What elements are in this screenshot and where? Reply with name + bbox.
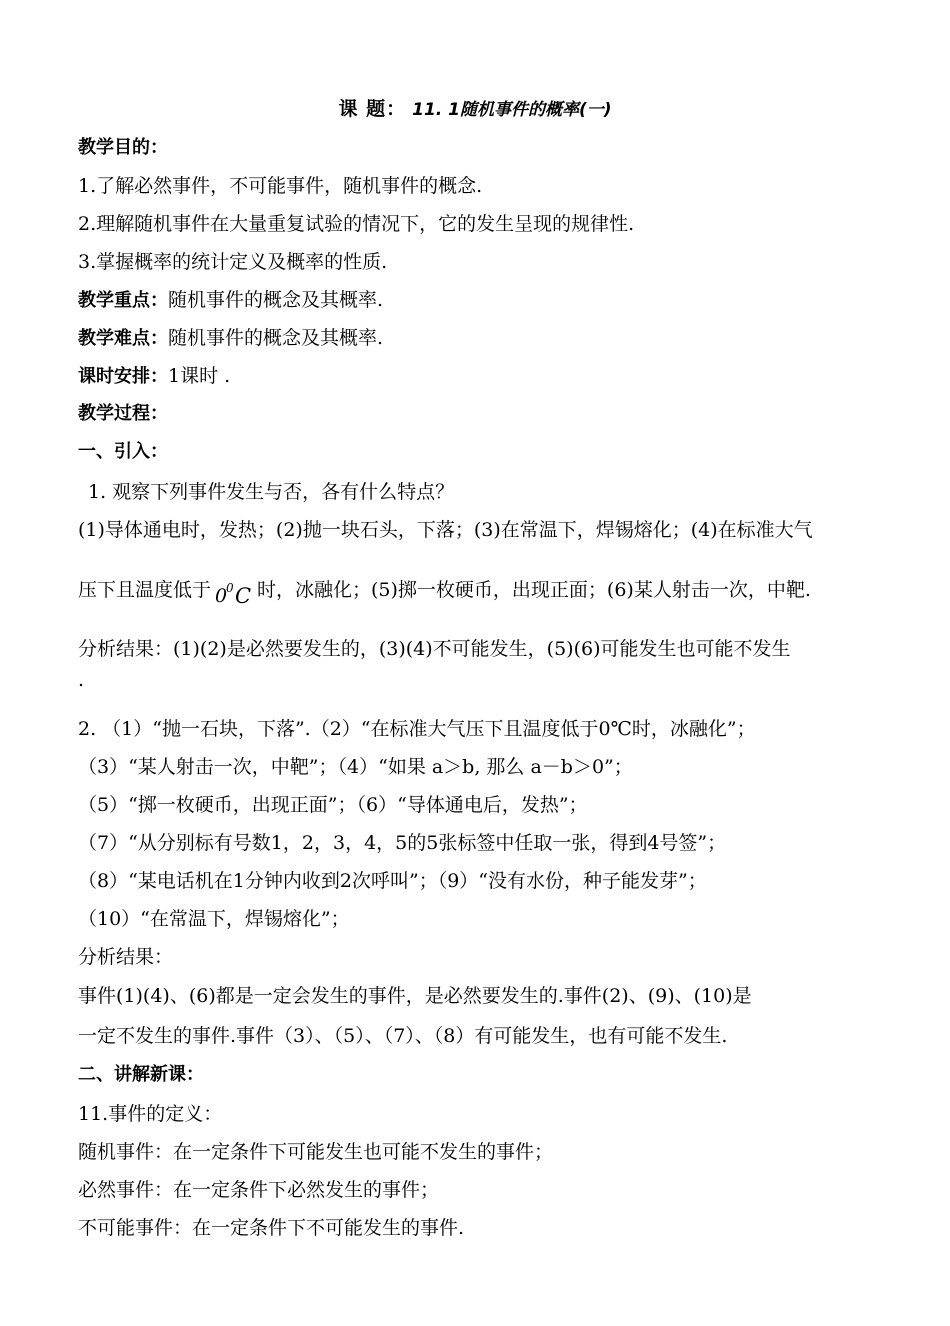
intro-q2-line-3: （5）“掷一枚硬币，出现正面”；（6）“导体通电后，发热”； <box>78 794 588 816</box>
random-event-definition: 随机事件：在一定条件下可能发生也可能不发生的事件； <box>78 1141 554 1163</box>
intro-q1-line-2b: 时，冰融化；(5)掷一枚硬币，出现正面；(6)某人射击一次，中靶. <box>257 579 811 601</box>
focus-text: 随机事件的概念及其概率. <box>168 289 384 311</box>
celsius-c: C <box>235 584 252 608</box>
intro-q2-line-5: （8）“某电话机在1分钟内收到2次呼叫”；（9）“没有水份，种子能发芽”； <box>78 870 707 892</box>
intro-q1-result: 分析结果：(1)(2)是必然要发生的，(3)(4)不可能发生，(5)(6)可能发生也可能不发生 <box>78 638 791 660</box>
degree-superscript: 0 <box>226 581 234 595</box>
schedule-line <box>78 364 230 389</box>
intro-q1-result-end: . <box>78 669 85 691</box>
intro-q2-line-6: （10）“在常温下，焊锡熔化”； <box>78 908 350 930</box>
schedule-text: 1课时 . <box>168 365 231 387</box>
intro-q2-result-line-1: 事件(1)(4)、(6)都是一定会发生的事件，是必然要发生的.事件(2)、(9)、(10)是 <box>78 985 752 1007</box>
intro-question-1: 1. 观察下列事件发生与否，各有什么特点？ <box>88 481 455 503</box>
lesson-title-text: 11. 1随机事件的概率(一) <box>412 100 612 120</box>
objective-item-3: 3.掌握概率的统计定义及概率的性质. <box>78 251 388 273</box>
intro-q1-line-2a: 压下且温度低于 <box>78 579 212 601</box>
lesson-title-label: 课 题： <box>338 98 407 120</box>
zero-celsius-formula <box>211 572 257 608</box>
focus-line <box>78 288 383 313</box>
process-heading: 教学过程： <box>78 403 168 424</box>
objectives-heading: 教学目的： <box>78 137 168 158</box>
intro-q2-line-2: （3）“某人射击一次，中靶”；（4）“如果 a＞b, 那么 a－b＞0”； <box>78 756 633 778</box>
intro-q2-result-line-2: 一定不发生的事件.事件（3）、（5）、（7）、（8）有可能发生，也有可能不发生. <box>78 1025 728 1047</box>
schedule-label: 课时安排： <box>78 366 168 387</box>
lesson-title <box>0 97 950 122</box>
intro-q2-line-4: （7）“从分别标有号数1，2，3，4，5的5张标签中任取一张，得到4号签”； <box>78 832 727 854</box>
intro-q2-result-label: 分析结果： <box>78 946 174 968</box>
objective-item-2: 2.理解随机事件在大量重复试验的情况下，它的发生呈现的规律性. <box>78 213 635 235</box>
difficulty-line <box>78 326 383 351</box>
event-definition-title: 11.事件的定义： <box>78 1103 223 1125</box>
focus-label: 教学重点： <box>78 290 168 311</box>
impossible-event-definition: 不可能事件：在一定条件下不可能发生的事件. <box>78 1217 465 1239</box>
intro-heading: 一、引入： <box>78 441 168 462</box>
objective-item-1: 1.了解必然事件，不可能事件，随机事件的概念. <box>78 175 483 197</box>
certain-event-definition: 必然事件：在一定条件下必然发生的事件； <box>78 1179 440 1201</box>
intro-q1-line-1: (1)导体通电时，发热；(2)抛一块石头，下落；(3)在常温下，焊锡熔化；(4)在标准大气 <box>78 519 813 541</box>
intro-q1-line-2 <box>78 572 811 608</box>
intro-q2-line-1: 2. （1）“抛一石块，下落”.（2）“在标准大气压下且温度低于0℃时，冰融化”； <box>78 718 756 740</box>
difficulty-label: 教学难点： <box>78 328 168 349</box>
zero-digit: 0 <box>215 585 228 607</box>
new-lesson-heading: 二、讲解新课： <box>78 1064 204 1085</box>
difficulty-text: 随机事件的概念及其概率. <box>168 327 384 349</box>
